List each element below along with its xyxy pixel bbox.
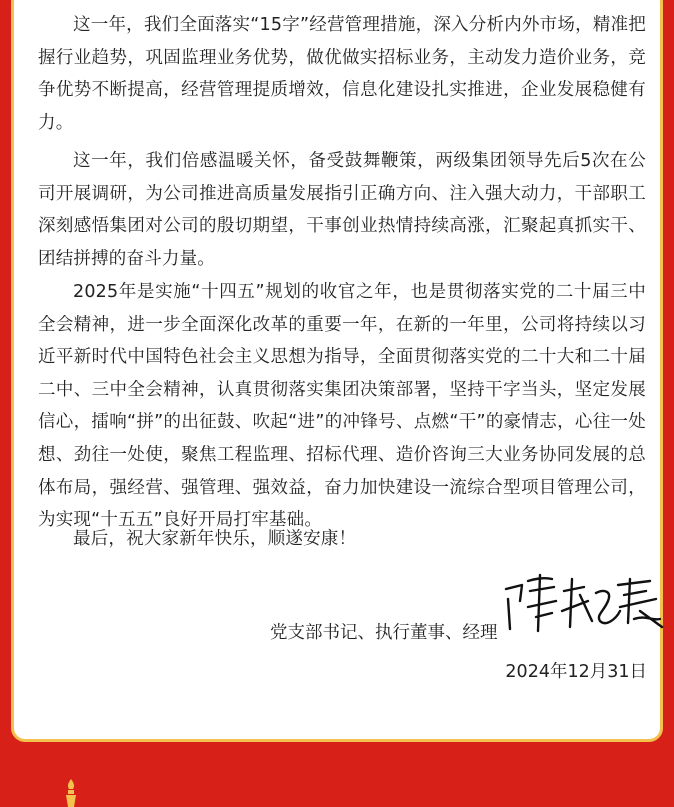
letter-paragraph-2: 这一年，我们倍感温暖关怀，备受鼓舞鞭策，两级集团领导先后5次在公司开展调研，为公司推进高质量发展指引正确方向、注入强大动力，干部职工深刻感悟集团对公司的殷切期望，干事创业热情持续高涨，汇聚起真抓实干、团结拼搏的奋斗力量。 [38, 151, 646, 269]
signer-role: 党支部书记、执行董事、经理 [270, 623, 498, 643]
signature-image [500, 571, 668, 637]
torch-ornament-icon [62, 778, 80, 807]
letter-closing: 最后，祝大家新年快乐，顺遂安康！ [73, 529, 357, 549]
letter-paragraph-3: 2025年是实施“十四五”规划的收官之年，也是贯彻落实党的二十届三中全会精神，进一步全面深化改革的重要一年，在新的一年里，公司将持续以习近平新时代中国特色社会主义思想为指导，全面贯彻落实党的二十大和二十届二中、三中全会精神，认真贯彻落实集团决策部署，坚持干字当头，坚定发展信心，擂响“拼”的出征鼓、吹起“进”的冲锋号、点燃“干”的豪情志，心往一处想、劲往一处使，聚焦工程监理、招标代理、造价咨询三大业务协同发展的总体布局，强经营、强管理、强效益，奋力加快建设一流综合型项目管理公司，为实现“十五五”良好开局打牢基础。 [38, 282, 646, 531]
letter-paragraph-1: 这一年，我们全面落实“15字”经营管理措施，深入分析内外市场，精准把握行业趋势，巩固监理业务优势，做优做实招标业务，主动发力造价业务，竞争优势不断提高，经营管理提质增效，信息化建设扎实推进，企业发展稳健有力。 [38, 15, 646, 133]
letter-date: 2024年12月31日 [505, 662, 647, 682]
letter-card [11, 0, 663, 742]
